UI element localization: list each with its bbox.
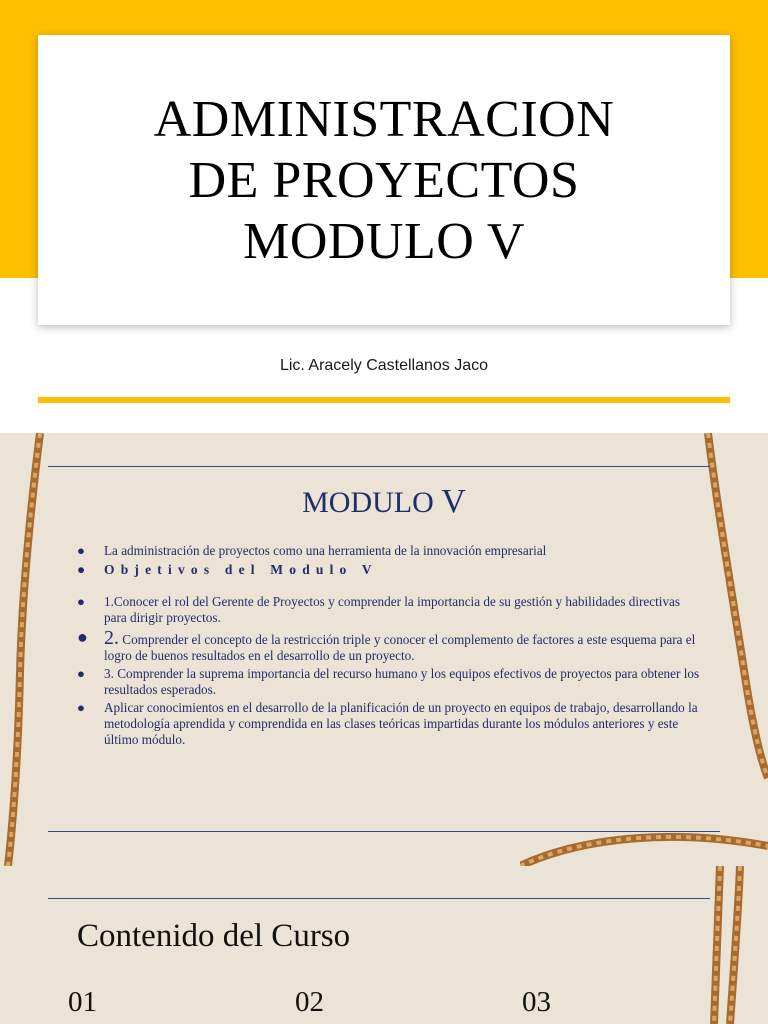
bullet-dot-icon: ●	[77, 562, 92, 577]
bullet-item	[77, 666, 702, 698]
top-rule	[48, 898, 710, 899]
bullet-item	[77, 700, 702, 748]
bullet-dot-icon: ●	[77, 700, 85, 715]
yellow-divider	[38, 397, 730, 403]
bullet-dot-icon: ●	[77, 543, 85, 558]
bottom-rule	[48, 831, 720, 832]
title-line-3: MODULO V	[243, 212, 525, 270]
bullet-text: 1.Conocer el rol del Gerente de Proyectos y comprender la importancia de su gestión y habilidades directivas para dirigir proyectos.	[104, 594, 681, 625]
section-number-01: 01	[68, 986, 97, 1018]
bullet-item	[77, 627, 702, 664]
bullet-text: 3. Comprender la suprema importancia del recurso humano y los equipos efectivos de proyectos para obtener los resultados esperados.	[104, 666, 700, 697]
contents-slide	[0, 866, 768, 1024]
title-card	[38, 35, 730, 325]
contents-title: Contenido del Curso	[77, 918, 351, 954]
heading-v: V	[441, 483, 466, 520]
bullet-item	[77, 543, 702, 559]
author-name: Lic. Aracely Castellanos Jaco	[279, 357, 489, 374]
title-slide	[0, 0, 768, 433]
bullet-item	[77, 594, 702, 626]
objectives-heading: Objetivos del Modulo V	[104, 562, 378, 577]
bullet-text: Aplicar conocimientos en el desarrollo de la planificación de un proyecto en equipos de trabajo, desarrollando la metodología aprendida y comprendida en las clases teóricas impartidas durante los módulos anteriores y este último módulo.	[104, 700, 698, 747]
slide-heading	[0, 483, 768, 521]
heading-text: MODULO	[302, 486, 442, 519]
rope-bottom-decoration	[520, 828, 768, 866]
bullet-item	[77, 562, 702, 578]
bullet-dot-icon: ●	[77, 666, 85, 681]
section-number-02: 02	[295, 986, 324, 1018]
objectives-slide	[0, 433, 768, 866]
bullet-text: Comprender el concepto de la restricción triple y conocer el complemento de factores a este esquema para el logro de buenos resultados en el desarrollo de un proyecto.	[104, 632, 696, 663]
bullet-dot-icon: ●	[77, 594, 85, 609]
bullet-list	[77, 543, 702, 748]
bullet-number: 2.	[104, 627, 119, 649]
title-line-2: DE PROYECTOS	[188, 151, 580, 209]
rope-right-decoration	[690, 866, 768, 1024]
bullet-dot-icon: ●	[77, 627, 88, 647]
top-rule	[48, 466, 710, 467]
section-number-03: 03	[522, 986, 551, 1018]
bullet-text: La administración de proyectos como una herramienta de la innovación empresarial	[104, 543, 547, 558]
title-line-1: ADMINISTRACION	[153, 90, 615, 148]
